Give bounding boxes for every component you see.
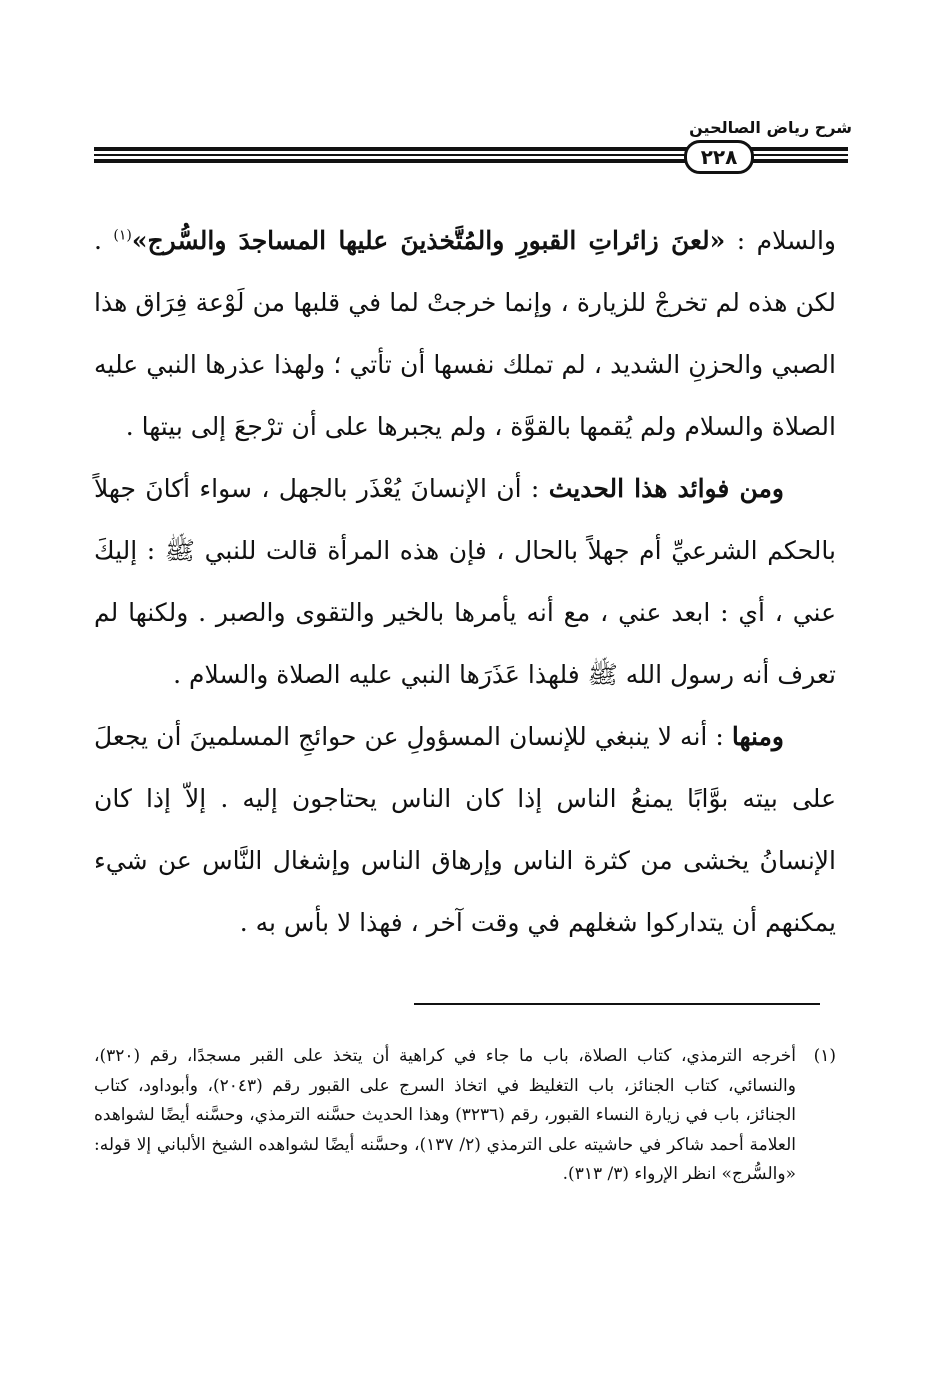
paragraph-3 [94,706,836,954]
paragraph-2-text: : أن الإنسانَ يُعْذَر بالجهل ، سواء أكانَ جهلاً بالحكم الشرعيِّ أم جهلاً بالحال ، فإن هذه المرأة قالت للنبي ﷺ : إليكَ عني ، أي : ابعد عني ، مع أنه يأمرها بالخير والتقوى والصبر . ولكنها لم تعرف أنه رسول الله ﷺ فلهذا عَذَرَها النبي عليه الصلاة والسلام . [94,474,836,689]
paragraph-2-lead: ومن فوائد هذا الحديث [548,474,784,503]
footnote-reference: (١) [113,227,132,244]
footnote-number: (١) [813,1046,836,1066]
hadith-quote: «لعنَ زائراتِ القبورِ والمُتَّخذينَ عليها المساجدَ والسُّرج» [131,226,726,255]
paragraph-3-text: : أنه لا ينبغي للإنسان المسؤولِ عن حوائجِ المسلمينَ أن يجعلَ على بيته بوَّابًا يمنعُ الناس إذا كان الناس يحتاجون إليه . إلاّ إذا كان الإنسانُ يخشى من كثرة الناس وإرهاق الناس وإشغال النَّاس عن شيء يمكنهم أن يتداركوا شغلهم في وقت آخر ، فهذا لا بأس به . [94,722,836,937]
page-number: ٢٢٨ [684,140,754,174]
main-text [94,210,836,954]
paragraph-1-prefix: والسلام : [725,226,836,255]
footnote-divider [414,1003,820,1005]
paragraph-2 [94,458,836,706]
paragraph-1 [94,210,836,458]
footnote-text: أخرجه الترمذي، كتاب الصلاة، باب ما جاء في كراهية أن يتخذ على القبر مسجدًا، رقم (٣٢٠)، والنسائي، كتاب الجنائز، باب التغليظ في اتخاذ السرج على القبور رقم (٢٠٤٣)، وأبوداود، كتاب الجنائز، باب في زيارة النساء القبور، رقم (٣٢٣٦) وهذا الحديث حسَّنه الترمذي، وحسَّنه أيضًا لشواهده العلامة أحمد شاكر في حاشيته على الترمذي (٢/ ١٣٧)، وحسَّنه أيضًا لشواهده الشيخ الألباني إلا قوله: «والسُّرج» انظر الإرواء (٣/ ٣١٣). [94,1046,797,1184]
footnote [94,1042,836,1190]
book-title: شرح رياض الصالحين [689,118,852,137]
paragraph-3-lead: ومنها [731,722,784,751]
paragraph-1-text: . لكن هذه لم تخرجْ للزيارة ، وإنما خرجتْ لما في قلبها من لَوْعة فِرَاق هذا الصبي والحزنِ الشديد ، لم تملك نفسها أن تأتي ؛ ولهذا عذرها النبي عليه الصلاة والسلام ولم يُقمها بالقوَّة ، ولم يجبرها على أن ترْجعَ إلى بيتها . [94,226,836,441]
